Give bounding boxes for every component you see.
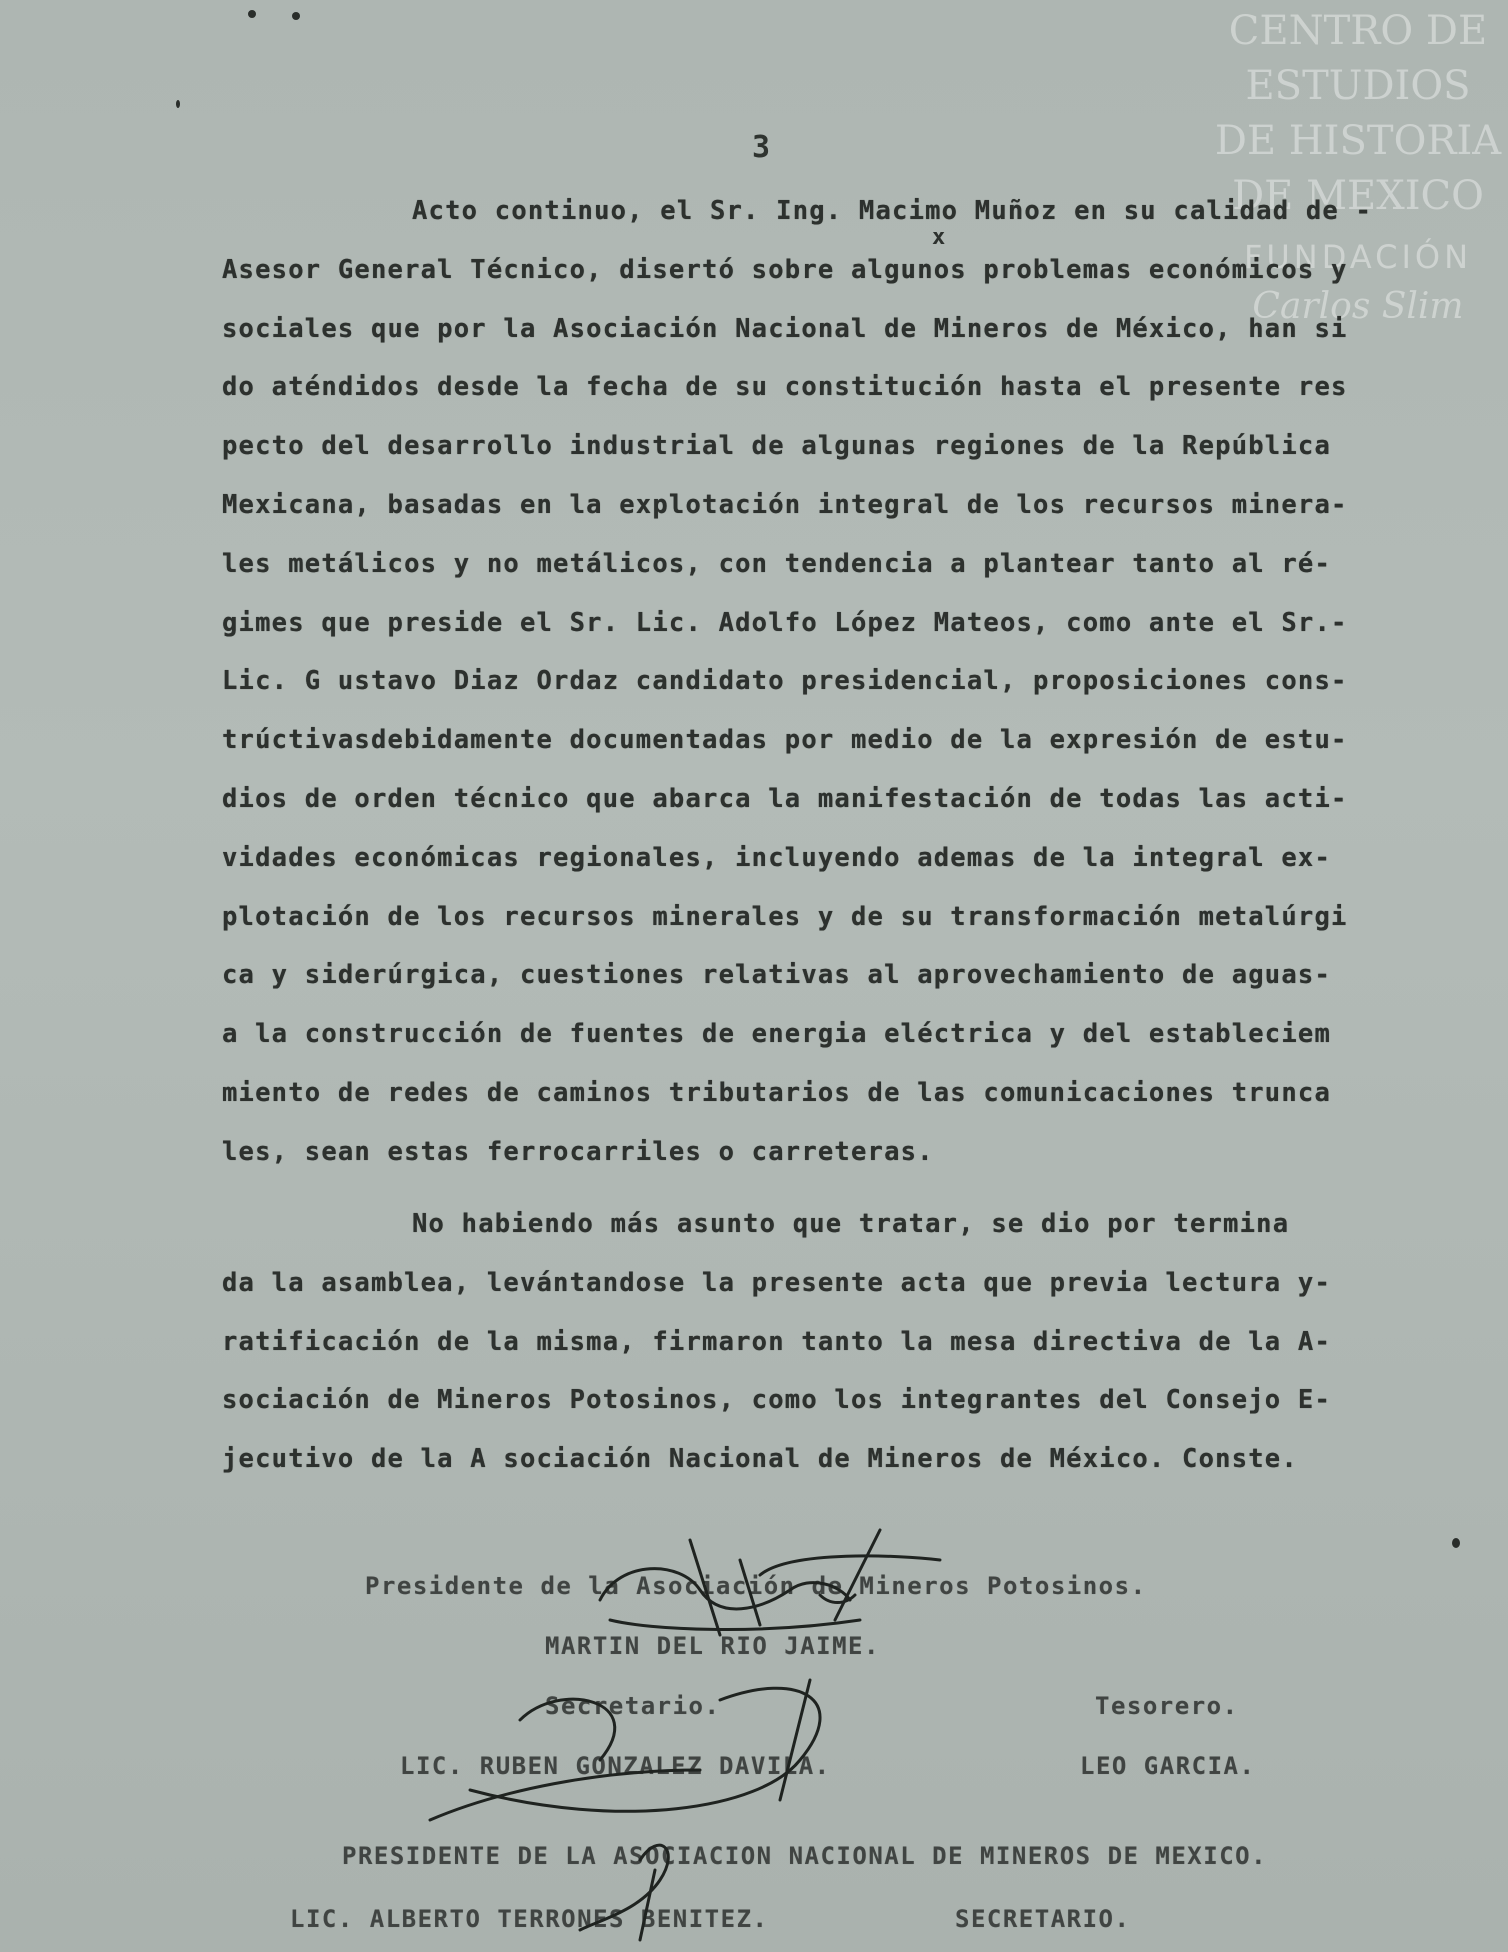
text-line: Lic. G ustavo Diaz Ordaz candidato presidencial, proposiciones cons-	[222, 666, 1348, 697]
signature-stroke	[610, 1620, 860, 1629]
signature-stroke	[780, 1680, 810, 1800]
president-name: MARTIN DEL RIO JAIME.	[545, 1632, 880, 1660]
signature-stroke	[835, 1530, 880, 1620]
ink-speck	[176, 100, 180, 108]
page-number: 3	[752, 130, 771, 165]
national-president-title: PRESIDENTE DE LA ASOCIACION NACIONAL DE MINEROS DE MEXICO.	[342, 1842, 1268, 1870]
text-line: trúctivasdebidamente documentadas por medio de la expresión de estu-	[222, 725, 1348, 756]
ink-speck	[292, 12, 300, 20]
text-line: jecutivo de la A sociación Nacional de Mineros de México. Conste.	[222, 1444, 1298, 1475]
ink-speck	[248, 10, 256, 18]
text-line: miento de redes de caminos tributarios de las comunicaciones trunca	[222, 1077, 1332, 1108]
text-line: Mexicana, basadas en la explotación integral de los recursos minera-	[222, 489, 1348, 520]
signature-stroke	[690, 1540, 720, 1635]
signature-stroke	[580, 1845, 668, 1930]
text-line: sociación de Mineros Potosinos, como los integrantes del Consejo E-	[222, 1385, 1332, 1416]
correction-mark: x	[932, 225, 946, 250]
text-line: vidades económicas regionales, incluyendo ademas de la integral ex-	[222, 842, 1332, 873]
watermark-line: ESTUDIOS	[1245, 63, 1471, 109]
secretary-name: LIC. RUBEN GONZALEZ DAVILA.	[400, 1752, 831, 1780]
treasurer-name: LEO GARCIA.	[1080, 1752, 1256, 1780]
watermark-foundation: FUNDACIÓN	[1243, 238, 1473, 276]
ink-speck	[1452, 1538, 1460, 1548]
signature-stroke	[430, 1770, 700, 1820]
treasurer-title: Tesorero.	[1095, 1692, 1239, 1720]
signature-stroke	[640, 1870, 655, 1940]
text-line: les metálicos y no metálicos, con tendencia a plantear tanto al ré-	[222, 548, 1332, 579]
president-title: Presidente de la Asociación de Mineros Potosinos.	[365, 1572, 1147, 1600]
text-line: do aténdidos desde la fecha de su constitución hasta el presente res	[222, 372, 1348, 403]
signature-stroke	[470, 1688, 820, 1811]
text-line: Asesor General Técnico, disertó sobre algunos problemas económicos y	[222, 254, 1348, 285]
secretary-title: Secretario.	[545, 1692, 721, 1720]
watermark-line: DE MEXICO	[1232, 173, 1484, 219]
watermark-line: CENTRO DE	[1228, 8, 1488, 54]
text-line: plotación de los recursos minerales y de su transformación metalúrgi	[222, 901, 1348, 932]
text-line: a la construcción de fuentes de energia eléctrica y del estableciem	[222, 1019, 1332, 1050]
text-line: sociales que por la Asociación Nacional de Mineros de México, han si	[222, 313, 1348, 344]
signature-stroke	[600, 1569, 850, 1609]
national-secretary-title: SECRETARIO.	[955, 1905, 1131, 1933]
signature-stroke	[740, 1560, 760, 1625]
text-line: ca y siderúrgica, cuestiones relativas al aprovechamiento de aguas-	[222, 960, 1332, 991]
signature-stroke	[760, 1556, 940, 1575]
text-line: dios de orden técnico que abarca la manifestación de todas las acti-	[222, 783, 1348, 814]
national-president-name: LIC. ALBERTO TERRONES BENITEZ.	[290, 1905, 769, 1933]
watermark-signature: Carlos Slim	[1252, 286, 1464, 327]
signature-stroke	[520, 1699, 615, 1760]
text-line: Acto continuo, el Sr. Ing. Macimo Muñoz en su calidad de -	[412, 196, 1373, 226]
watermark-line: DE HISTORIA	[1214, 118, 1502, 164]
text-line: da la asamblea, levántandose la presente acta que previa lectura y-	[222, 1267, 1332, 1298]
text-line: les, sean estas ferrocarriles o carreteras.	[222, 1136, 934, 1167]
text-line: ratificación de la misma, firmaron tanto la mesa directiva de la A-	[222, 1326, 1332, 1357]
text-line: gimes que preside el Sr. Lic. Adolfo López Mateos, como ante el Sr.-	[222, 607, 1348, 638]
text-line: No habiendo más asunto que tratar, se dio por termina	[412, 1209, 1290, 1239]
text-line: pecto del desarrollo industrial de algunas regiones de la República	[222, 431, 1332, 462]
